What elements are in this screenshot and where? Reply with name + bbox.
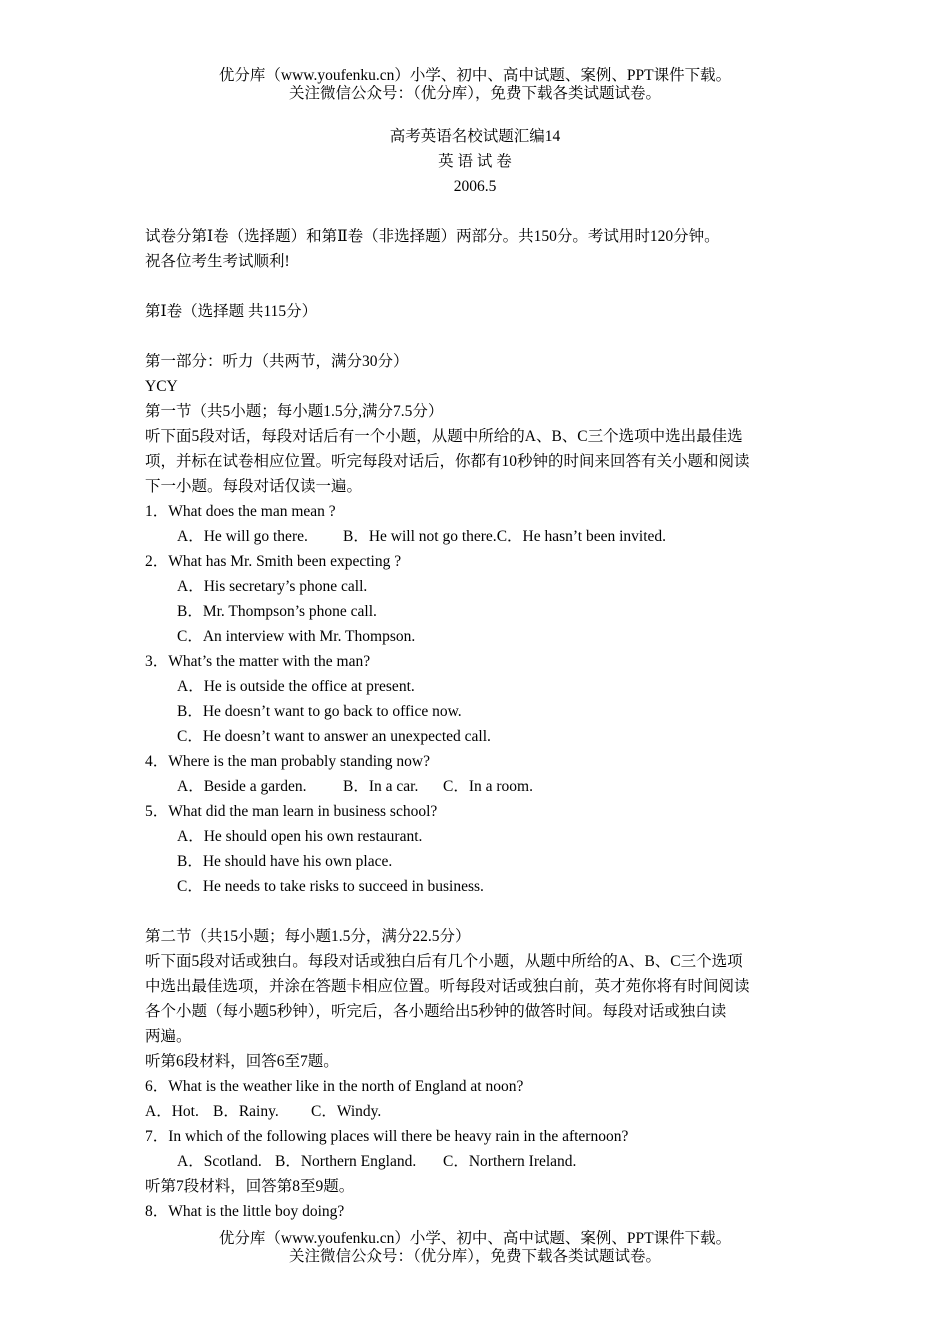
option-a: A．He should open his own restaurant. (177, 828, 423, 845)
section2-instruction: 各个小题（每小题5秒钟），听完后，各小题给出5秒钟的做答时间。每段对话或独白读 (145, 1003, 727, 1020)
option-c: C．He needs to take risks to succeed in business. (177, 878, 484, 895)
question-2-stem: 2．What has Mr. Smith been expecting ? (145, 553, 402, 570)
material-7-note: 听第7段材料，回答第8至9题。 (145, 1178, 355, 1195)
section2-instruction: 两遍。 (145, 1028, 192, 1045)
option-b: B．Northern England. (275, 1153, 417, 1170)
option-c: C．He hasn’t been invited. (496, 528, 667, 545)
option-c: C．In a room. (443, 778, 533, 795)
section2-instruction: 听下面5段对话或独白。每段对话或独白后有几个小题，从题中所给的A、B、C三个选项 (145, 953, 743, 970)
part1-mark: YCY (145, 378, 178, 395)
intro-line-1: 试卷分第Ⅰ卷（选择题）和第Ⅱ卷（非选择题）两部分。共150分。考试用时120分钟。 (145, 228, 720, 245)
title-line-2: 英 语 试 卷 (438, 153, 512, 170)
section2-heading: 第二节（共15小题；每小题1.5分，满分22.5分） (145, 928, 471, 945)
page-header (0, 67, 950, 103)
option-b: B．In a car. (343, 778, 419, 795)
question-7-options (145, 1149, 810, 1174)
question-8-stem: 8．What is the little boy doing? (145, 1203, 345, 1220)
option-b: B．Rainy. (213, 1103, 279, 1120)
question-4-options (145, 774, 810, 799)
section1-instruction: 项，并标在试卷相应位置。听完每段对话后，你都有10秒钟的时间来回答有关小题和阅读 (145, 453, 750, 470)
section1-instruction: 下一小题。每段对话仅读一遍。 (145, 478, 363, 495)
question-6-options (145, 1099, 810, 1124)
option-c: C．An interview with Mr. Thompson. (177, 628, 416, 645)
option-a: A．He is outside the office at present. (177, 678, 415, 695)
question-1-stem: 1．What does the man mean ? (145, 503, 336, 520)
footer-line-2: 关注微信公众号：（优分库），免费下载各类试题试卷。 (288, 1248, 661, 1265)
part1-heading: 第一部分：听力（共两节，满分30分） (145, 353, 409, 370)
option-b: B．Mr. Thompson’s phone call. (177, 603, 377, 620)
header-line-2: 关注微信公众号：（优分库），免费下载各类试题试卷。 (288, 85, 661, 102)
option-b: B．He should have his own place. (177, 853, 393, 870)
title-date: 2006.5 (453, 178, 497, 195)
option-c: C．Windy. (311, 1103, 382, 1120)
section2-instruction: 中选出最佳选项，并涂在答题卡相应位置。听每段对话或独白前，英才苑你将有时间阅读 (145, 978, 750, 995)
volume-heading: 第Ⅰ卷（选择题 共115分） (145, 303, 318, 320)
document-body (145, 224, 810, 1224)
section1-heading: 第一节（共5小题；每小题1.5分,满分7.5分） (145, 403, 444, 420)
question-5-stem: 5．What did the man learn in business school? (145, 803, 438, 820)
header-line-1: 优分库（www.youfenku.cn）小学、初中、高中试题、案例、PPT课件下载。 (218, 67, 732, 84)
question-4-stem: 4．Where is the man probably standing now? (145, 753, 430, 770)
question-6-stem: 6．What is the weather like in the north of England at noon? (145, 1078, 524, 1095)
footer-line-1: 优分库（www.youfenku.cn）小学、初中、高中试题、案例、PPT课件下载。 (218, 1230, 732, 1247)
page-footer (0, 1230, 950, 1266)
option-c: C．Northern Ireland. (443, 1153, 577, 1170)
intro-line-2: 祝各位考生考试顺利! (145, 253, 290, 270)
section1-instruction: 听下面5段对话，每段对话后有一个小题，从题中所给的A、B、C三个选项中选出最佳选 (145, 428, 743, 445)
option-b: B．He will not go there. (343, 528, 497, 545)
option-a: A．Hot. (145, 1103, 199, 1120)
document-title (0, 124, 950, 199)
option-a: A．He will go there. (177, 528, 308, 545)
question-3-stem: 3．What’s the matter with the man? (145, 653, 371, 670)
material-6-note: 听第6段材料，回答6至7题。 (145, 1053, 339, 1070)
question-1-options (145, 524, 810, 549)
question-7-stem: 7．In which of the following places will there be heavy rain in the afternoon? (145, 1128, 629, 1145)
option-a: A．Scotland. (177, 1153, 262, 1170)
option-b: B．He doesn’t want to go back to office now. (177, 703, 462, 720)
option-c: C．He doesn’t want to answer an unexpected call. (177, 728, 491, 745)
option-a: A．Beside a garden. (177, 778, 307, 795)
option-a: A．His secretary’s phone call. (177, 578, 368, 595)
title-line-1: 高考英语名校试题汇编14 (389, 128, 561, 145)
